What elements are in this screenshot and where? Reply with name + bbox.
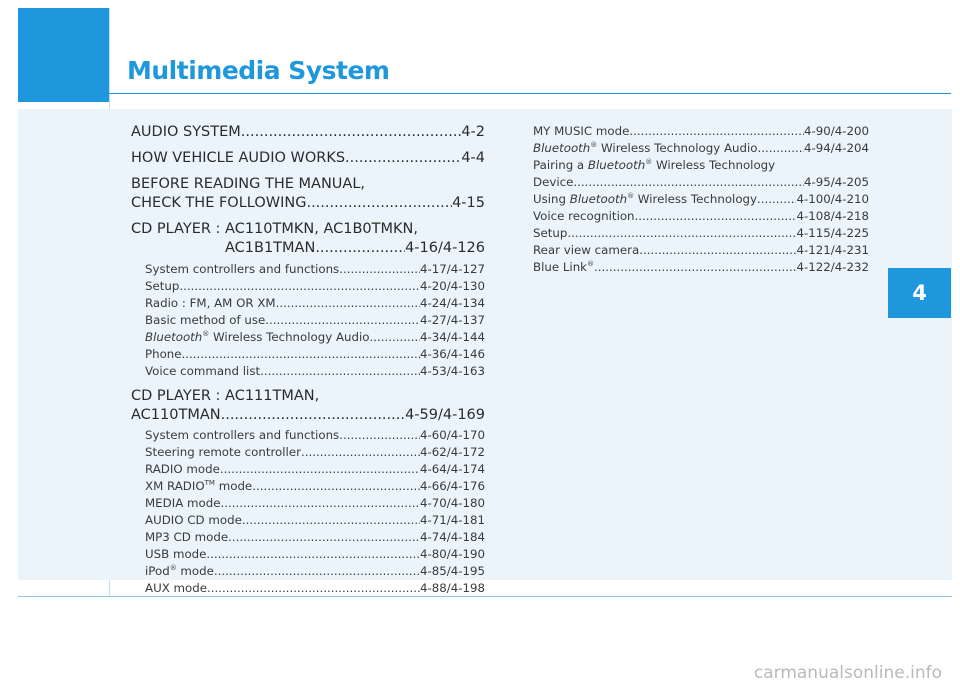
toc-entry-before-reading-line1[interactable]: BEFORE READING THE MANUAL, <box>131 176 366 192</box>
toc-right-column <box>533 123 869 276</box>
toc-entry-cd-player-1[interactable]: AC1B1TMAN ..... 4-16/4-126 <box>131 239 485 258</box>
toc-entry-cd1-bluetooth-audio[interactable]: Bluetooth® Wireless Technology Audio ..... 4-34/4-144 <box>131 329 485 346</box>
toc-entry-cd-player-1-line1[interactable]: CD PLAYER : AC110TMKN, AC1B0TMKN, <box>131 221 418 237</box>
toc-entry-rear-camera[interactable]: Rear view camera ..... 4-121/4-231 <box>533 242 869 259</box>
toc-entry-cd2-audio-cd[interactable]: AUDIO CD mode ..... 4-71/4-181 <box>131 512 485 529</box>
toc-entry-bluetooth-audio[interactable]: Bluetooth® Wireless Technology Audio ..... 4-94/4-204 <box>533 140 869 157</box>
chapter-tab[interactable]: 4 <box>888 268 951 318</box>
toc-entry-voice-recognition[interactable]: Voice recognition ..... 4-108/4-218 <box>533 208 869 225</box>
toc-entry-cd2-usb-mode[interactable]: USB mode ..... 4-80/4-190 <box>131 546 485 563</box>
toc-entry-blue-link[interactable]: Blue Link® ..... 4-122/4-232 <box>533 259 869 276</box>
toc-entry-cd1-system-controllers[interactable]: System controllers and functions ..... 4-17/4-127 <box>131 261 485 278</box>
toc-entry-my-music[interactable]: MY MUSIC mode ..... 4-90/4-200 <box>533 123 869 140</box>
toc-entry-using-bluetooth[interactable]: Using Bluetooth® Wireless Technology ..... 4-100/4-210 <box>533 191 869 208</box>
watermark: carmanualsonline.info <box>753 663 942 683</box>
toc-entry-before-reading[interactable]: CHECK THE FOLLOWING ..... 4-15 <box>131 194 485 213</box>
title-underline <box>109 93 951 94</box>
toc-entry-cd1-phone[interactable]: Phone ..... 4-36/4-146 <box>131 346 485 363</box>
toc-entry-cd2-ipod-mode[interactable]: iPod® mode ..... 4-85/4-195 <box>131 563 485 580</box>
toc-entry-cd2-media-mode[interactable]: MEDIA mode ..... 4-70/4-180 <box>131 495 485 512</box>
toc-entry-cd-player-2[interactable]: AC110TMAN ..... 4-59/4-169 <box>131 406 485 425</box>
toc-left-column <box>131 123 485 597</box>
toc-entry-cd2-mp3-cd[interactable]: MP3 CD mode ..... 4-74/4-184 <box>131 529 485 546</box>
toc-entry-cd1-basic-method[interactable]: Basic method of use ..... 4-27/4-137 <box>131 312 485 329</box>
toc-entry-cd2-aux-mode[interactable]: AUX mode ..... 4-88/4-198 <box>131 580 485 597</box>
toc-entry-pairing-device[interactable]: Device ..... 4-95/4-205 <box>533 174 869 191</box>
toc-entry-audio-system[interactable]: AUDIO SYSTEM ..... 4-2 <box>131 123 485 142</box>
toc-entry-cd1-voice-command[interactable]: Voice command list ..... 4-53/4-163 <box>131 363 485 380</box>
toc-entry-cd2-steering-remote[interactable]: Steering remote controller ..... 4-62/4-172 <box>131 444 485 461</box>
toc-entry-pairing-line1[interactable]: Pairing a Bluetooth® Wireless Technology <box>533 158 776 172</box>
header-color-block <box>18 8 109 102</box>
toc-entry-cd2-system-controllers[interactable]: System controllers and functions ..... 4-60/4-170 <box>131 427 485 444</box>
toc-entry-cd-player-2-line1[interactable]: CD PLAYER : AC111TMAN, <box>131 388 320 404</box>
toc-entry-cd1-setup[interactable]: Setup ..... 4-20/4-130 <box>131 278 485 295</box>
toc-entry-setup[interactable]: Setup ..... 4-115/4-225 <box>533 225 869 242</box>
toc-entry-cd2-xm-radio[interactable]: XM RADIO™ mode ..... 4-66/4-176 <box>131 478 485 495</box>
toc-entry-cd2-radio-mode[interactable]: RADIO mode ..... 4-64/4-174 <box>131 461 485 478</box>
toc-entry-how-works[interactable]: HOW VEHICLE AUDIO WORKS ..... 4-4 <box>131 149 485 168</box>
page-title: Multimedia System <box>127 56 390 85</box>
toc-entry-cd1-radio[interactable]: Radio : FM, AM OR XM ..... 4-24/4-134 <box>131 295 485 312</box>
